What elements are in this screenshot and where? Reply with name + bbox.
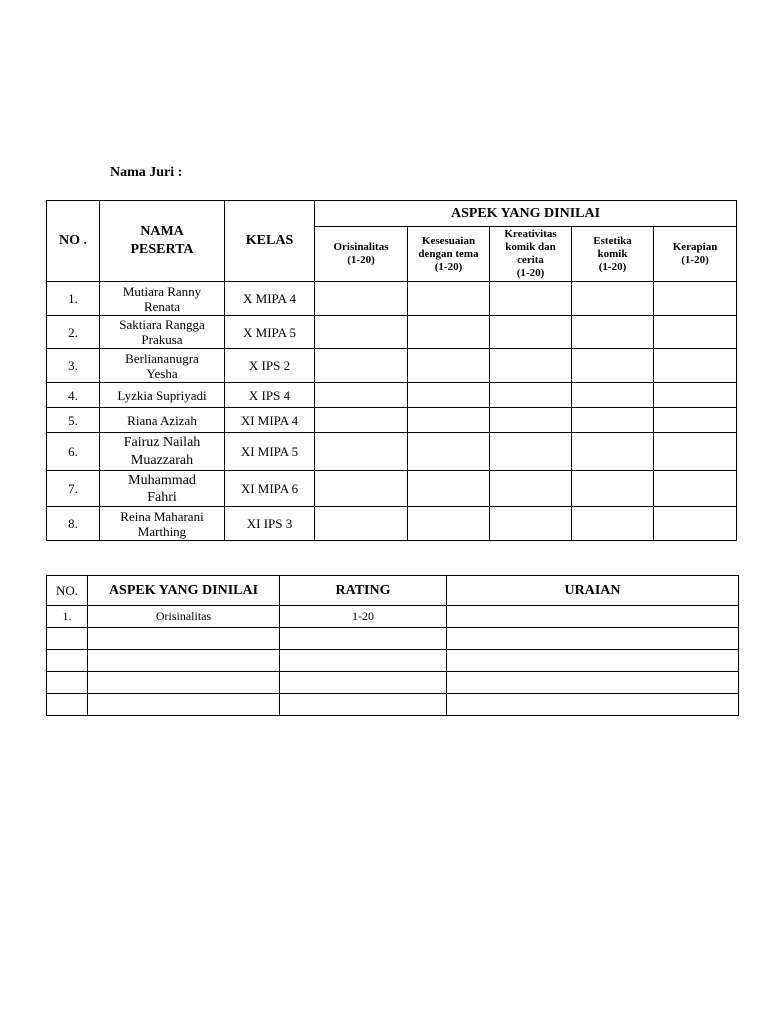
score-cell[interactable] (490, 349, 572, 383)
table-row (47, 650, 739, 672)
score-cell[interactable] (315, 433, 408, 471)
score-cell[interactable] (315, 282, 408, 316)
participant-name: Muhammad Fahri (100, 471, 225, 507)
rubric-no[interactable] (47, 672, 88, 694)
score-cell[interactable] (408, 471, 490, 507)
score-cell[interactable] (654, 383, 737, 408)
score-cell[interactable] (490, 471, 572, 507)
score-cell[interactable] (572, 507, 654, 541)
rubric-rating[interactable] (280, 628, 447, 650)
rubric-no[interactable] (47, 694, 88, 716)
table-row (47, 383, 737, 408)
table-row (47, 316, 737, 349)
table-row (47, 408, 737, 433)
score-cell[interactable] (490, 507, 572, 541)
rubric-col-no-header: NO. (47, 576, 88, 606)
row-no: 1. (47, 282, 100, 316)
participant-name: Lyzkia Supriyadi (100, 383, 225, 408)
rubric-uraian[interactable] (447, 672, 739, 694)
col-nama-header: NAMA PESERTA (100, 201, 225, 282)
score-cell[interactable] (490, 408, 572, 433)
score-cell[interactable] (490, 433, 572, 471)
participant-name: Mutiara Ranny Renata (100, 282, 225, 316)
score-cell[interactable] (654, 282, 737, 316)
score-cell[interactable] (572, 408, 654, 433)
score-cell[interactable] (654, 471, 737, 507)
rubric-aspek[interactable] (88, 650, 280, 672)
row-no: 4. (47, 383, 100, 408)
score-cell[interactable] (408, 507, 490, 541)
participant-class: X MIPA 5 (225, 316, 315, 349)
aspect-header: Estetika komik (1-20) (572, 227, 654, 282)
rubric-col-aspek-header: ASPEK YANG DINILAI (88, 576, 280, 606)
col-kelas-header: KELAS (225, 201, 315, 282)
score-cell[interactable] (654, 433, 737, 471)
table-row (47, 282, 737, 316)
rubric-aspek: Orisinalitas (88, 606, 280, 628)
aspek-header: ASPEK YANG DINILAI (315, 201, 737, 227)
score-cell[interactable] (572, 471, 654, 507)
table-row (47, 349, 737, 383)
participant-name: Saktiara Rangga Prakusa (100, 316, 225, 349)
participant-class: X IPS 2 (225, 349, 315, 383)
rubric-rating[interactable] (280, 650, 447, 672)
score-cell[interactable] (315, 471, 408, 507)
aspect-header: Kesesuaian dengan tema (1-20) (408, 227, 490, 282)
row-no: 7. (47, 471, 100, 507)
participant-class: X IPS 4 (225, 383, 315, 408)
score-cell[interactable] (490, 282, 572, 316)
table-row (47, 694, 739, 716)
participant-class: XI MIPA 6 (225, 471, 315, 507)
score-cell[interactable] (654, 349, 737, 383)
rubric-no[interactable] (47, 650, 88, 672)
participant-class: XI MIPA 5 (225, 433, 315, 471)
table-row (47, 507, 737, 541)
score-cell[interactable] (315, 408, 408, 433)
rubric-col-uraian-header: URAIAN (447, 576, 739, 606)
table-row (47, 606, 739, 628)
participant-class: X MIPA 4 (225, 282, 315, 316)
score-cell[interactable] (572, 433, 654, 471)
col-no-header: NO . (47, 201, 100, 282)
score-cell[interactable] (408, 408, 490, 433)
table-row (47, 628, 739, 650)
row-no: 6. (47, 433, 100, 471)
aspect-header: Orisinalitas (1-20) (315, 227, 408, 282)
rubric-aspek[interactable] (88, 672, 280, 694)
score-cell[interactable] (408, 383, 490, 408)
participant-name: Fairuz Nailah Muazzarah (100, 433, 225, 471)
rubric-no[interactable] (47, 628, 88, 650)
rubric-uraian[interactable] (447, 694, 739, 716)
rubric-aspek[interactable] (88, 628, 280, 650)
rubric-no: 1. (47, 606, 88, 628)
participant-class: XI IPS 3 (225, 507, 315, 541)
rubric-table (46, 575, 739, 716)
aspect-header: Kerapian (1-20) (654, 227, 737, 282)
score-cell[interactable] (654, 507, 737, 541)
table-row (47, 433, 737, 471)
row-no: 8. (47, 507, 100, 541)
participant-name: Reina Maharani Marthing (100, 507, 225, 541)
row-no: 3. (47, 349, 100, 383)
rubric-uraian[interactable] (447, 650, 739, 672)
row-no: 2. (47, 316, 100, 349)
score-cell[interactable] (315, 507, 408, 541)
score-cell[interactable] (408, 349, 490, 383)
score-cell[interactable] (315, 316, 408, 349)
participant-name: Berliananugra Yesha (100, 349, 225, 383)
table-row (47, 672, 739, 694)
participant-name: Riana Azizah (100, 408, 225, 433)
aspect-header: Kreativitas komik dan cerita (1-20) (490, 227, 572, 282)
rubric-aspek[interactable] (88, 694, 280, 716)
table-row (47, 471, 737, 507)
score-cell[interactable] (572, 316, 654, 349)
score-cell[interactable] (572, 349, 654, 383)
score-cell[interactable] (654, 408, 737, 433)
participant-class: XI MIPA 4 (225, 408, 315, 433)
score-cell[interactable] (490, 383, 572, 408)
score-cell[interactable] (572, 282, 654, 316)
row-no: 5. (47, 408, 100, 433)
score-cell[interactable] (315, 349, 408, 383)
juri-name-label: Nama Juri : (110, 165, 183, 180)
score-cell[interactable] (490, 316, 572, 349)
score-cell[interactable] (408, 316, 490, 349)
rubric-uraian[interactable] (447, 628, 739, 650)
rubric-col-rating-header: RATING (280, 576, 447, 606)
score-cell[interactable] (315, 383, 408, 408)
score-cell[interactable] (572, 383, 654, 408)
rubric-rating[interactable] (280, 672, 447, 694)
rubric-rating: 1-20 (280, 606, 447, 628)
score-cell[interactable] (408, 282, 490, 316)
rubric-rating[interactable] (280, 694, 447, 716)
score-table (46, 200, 737, 541)
score-cell[interactable] (654, 316, 737, 349)
score-cell[interactable] (408, 433, 490, 471)
rubric-uraian[interactable] (447, 606, 739, 628)
